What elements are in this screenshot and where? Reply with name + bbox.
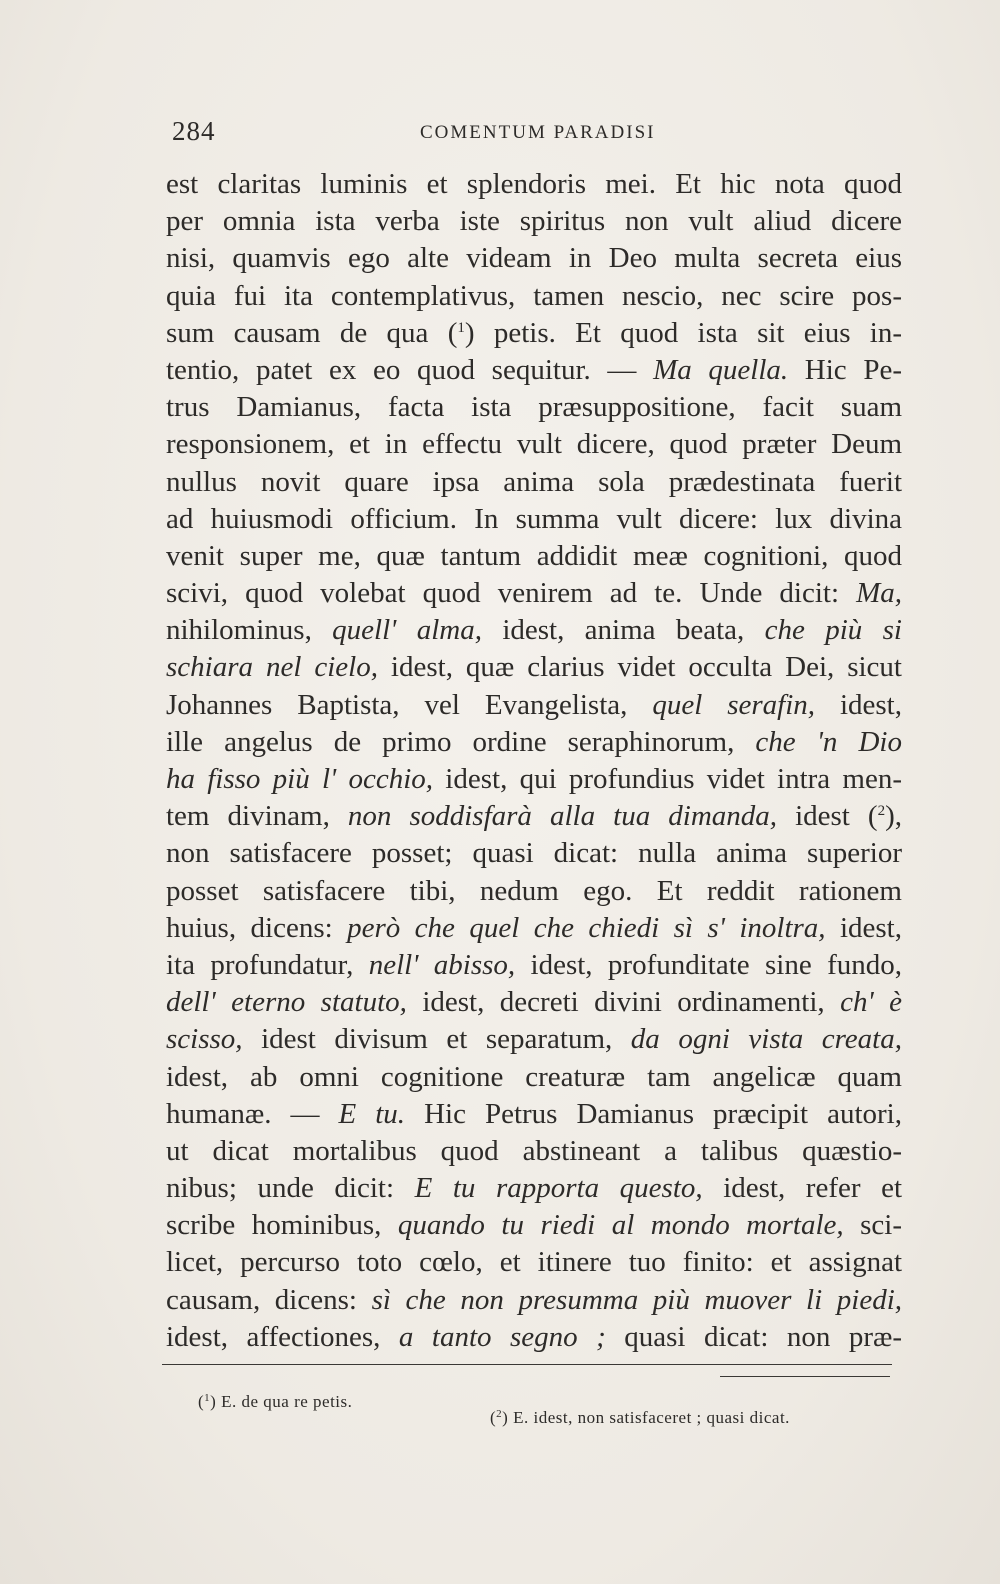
text-segment: idest, quæ clarius videt occulta Dei, sicut [377,651,902,684]
text-line [166,873,902,910]
text-segment: idest ( [777,800,878,833]
text-line [166,464,902,501]
text-segment: ) petis. Et quod ista sit eius in- [464,316,902,349]
text-segment: Hic Pe- [788,353,902,386]
text-line [166,1244,902,1281]
footnote-1-mark: 1 [204,1392,211,1404]
footnote-1: ($^1$) E. de qua re petis. [198,1392,353,1411]
italic-quotation: dell' eterno statuto, [166,986,407,1019]
italic-quotation: a tanto segno ; [398,1320,606,1353]
italic-quotation: ch' è [840,986,903,1019]
text-segment: idest, [815,688,902,721]
text-line [166,910,902,947]
text-line [166,575,902,612]
text-segment: est claritas luminis et splendoris mei. Et hic nota quod [166,168,902,200]
text-segment: ), [885,800,902,833]
body-text [166,166,902,1356]
italic-quotation: che più si [764,614,902,647]
text-segment: sum causam de qua ( [166,316,458,349]
text-segment: nisi, quamvis ego alte videam in Deo multa secreta eius [166,242,902,275]
text-segment: idest, profunditate sine fundo, [515,948,902,981]
italic-quotation: schiara nel cielo, [166,651,378,684]
italic-quotation: quando tu riedi al mondo mortale, [397,1209,844,1242]
text-segment: quia fui ita contemplativus, tamen nescio, nec scire pos- [166,279,902,312]
italic-quotation: E tu. [338,1097,406,1130]
text-segment: non satisfacere posset; quasi dicat: nulla anima superior [166,837,902,870]
italic-quotation: sì che non presumma più muover li piedi, [371,1283,902,1316]
text-segment: quasi dicat: non præ- [605,1320,902,1353]
page-number: 284 [172,116,216,146]
text-segment: sci- [843,1209,902,1242]
footnote-2: ($^2$) E. idest, non satisfaceret ; quasi dicat. [490,1408,790,1427]
text-segment: idest, ab omni cognitione creaturæ tam angelicæ quam [166,1060,902,1093]
text-segment: idest, [825,911,902,944]
text-line [166,1282,902,1319]
text-segment: idest, affectiones, [166,1320,399,1353]
text-line [166,798,902,835]
footnote-1-text: E. de qua re petis. [216,1392,353,1411]
italic-quotation: ha fisso più l' occhio, [166,763,434,795]
text-segment: ut dicat mortalibus quod abstineant a talibus quæstio- [166,1134,902,1167]
italic-quotation: Ma, [856,577,902,610]
text-segment: tentio, patet ex eo quod sequitur. — [166,353,654,386]
text-line [166,538,902,575]
footnote-2-mark: 2 [496,1408,503,1420]
italic-quotation: quell' alma, [332,614,482,647]
italic-quotation: quel serafin, [652,688,816,721]
text-line [166,389,902,426]
text-line [166,1133,902,1170]
text-line [166,835,902,872]
text-segment: venit super me, quæ tantum addidit meæ cognitioni, quod [166,539,902,572]
text-segment: ille angelus de primo ordine seraphinorum, [166,725,756,758]
text-line [166,1319,902,1356]
text-line [166,278,902,315]
text-line [166,947,902,984]
text-segment: scivi, quod volebat quod venirem ad te. Unde dicit: [166,577,857,610]
text-segment: licet, percurso toto cœlo, et itinere tuo finito: et assignat [166,1246,902,1279]
text-segment: responsionem, et in effectu vult dicere, quod præter Deum [166,428,902,461]
text-segment: idest, anima beata, [481,614,765,647]
running-head: COMENTUM PARADISI [420,122,656,143]
text-line [166,315,902,352]
text-segment: Hic Petrus Damianus præcipit autori, [405,1097,902,1130]
text-line [166,501,902,538]
text-line [166,1059,902,1096]
text-line [166,984,902,1021]
text-line [166,1096,902,1133]
italic-quotation: non soddisfarà alla tua dimanda, [347,800,778,833]
text-segment: causam, dicens: [166,1283,372,1316]
text-line [166,612,902,649]
text-segment: posset satisfacere tibi, nedum ego. Et reddit rationem [166,874,902,907]
text-line [166,687,902,724]
footnote-rule-short [720,1376,890,1377]
footnote-reference: 1 [457,319,465,336]
text-segment: huius, dicens: [166,911,348,944]
footnote-2-text: E. idest, non satisfaceret ; quasi dicat. [508,1408,790,1427]
text-line [166,352,902,389]
italic-quotation: E tu rapporta questo, [414,1172,703,1205]
text-segment: idest divisum et separatum, [242,1023,631,1056]
italic-quotation: scisso, [166,1023,243,1056]
text-segment: nullus novit quare ipsa anima sola prædestinata fuerit [166,465,902,498]
text-segment: trus Damianus, facta ista præsuppositione, facit suam [166,391,902,424]
italic-quotation: che 'n Dio [755,725,902,758]
text-line [166,426,902,463]
text-line [166,649,902,686]
text-segment: nihilominus, [166,614,333,647]
italic-quotation: nell' abisso, [368,948,516,981]
text-segment: idest, refer et [702,1172,902,1205]
italic-quotation: da ogni vista creata, [630,1023,902,1056]
text-segment: ad huiusmodi officium. In summa vult dicere: lux divina [166,502,902,535]
text-segment: Johannes Baptista, vel Evangelista, [166,688,653,721]
text-line [166,1021,902,1058]
text-line [166,1170,902,1207]
text-line [166,1207,902,1244]
text-segment: idest, decreti divini ordinamenti, [406,986,841,1019]
text-segment: ita profundatur, [166,948,369,981]
text-segment: humanæ. — [166,1097,339,1130]
text-segment: scribe hominibus, [166,1209,398,1242]
text-line [166,240,902,277]
text-line [166,724,902,761]
italic-quotation: però che quel che chiedi sì s' inoltra, [347,911,826,944]
text-segment: per omnia ista verba iste spiritus non vult aliud dicere [166,205,902,238]
page-header [172,116,902,156]
text-segment: tem divinam, [166,800,348,833]
footnote-reference: 2 [877,803,886,820]
text-segment: nibus; unde dicit: [166,1172,415,1205]
text-line [166,203,902,240]
text-line [166,761,902,798]
italic-quotation: Ma quella. [653,353,789,386]
footnote-rule [162,1364,892,1365]
text-segment: idest, qui profundius videt intra men- [433,763,902,795]
text-line [166,166,902,203]
